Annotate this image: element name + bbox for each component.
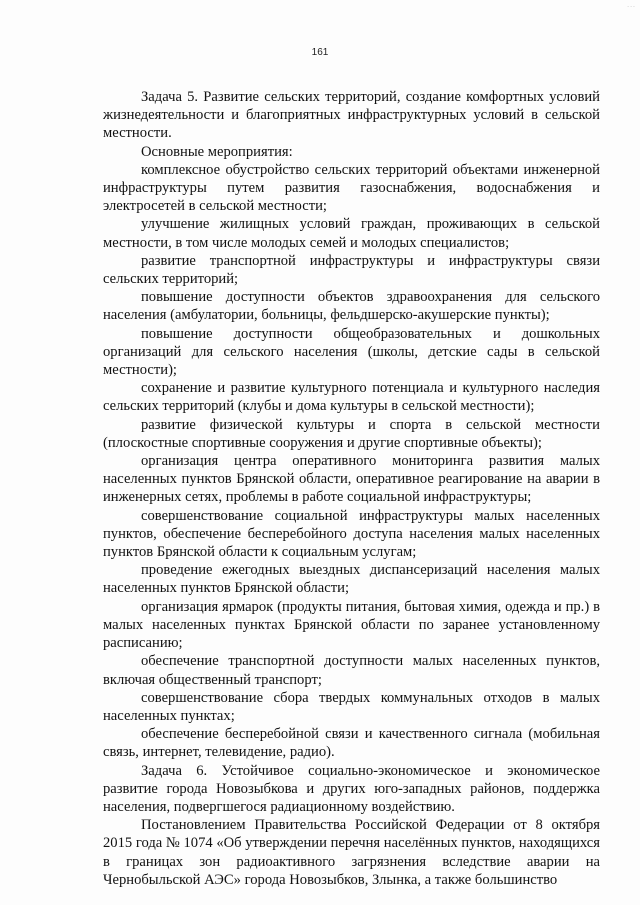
task-5-heading: Задача 5. Развитие сельских территорий, создание комфортных условий жизнедеятельности и благоприятных инфраструктурных условий в сельской местности.: [103, 89, 600, 142]
activity-item: совершенствование сбора твердых коммунальных отходов в малых населенных пунктах;: [103, 689, 600, 724]
activity-item: организация центра оперативного мониторинга развития малых населенных пунктов Брянской области, оперативное реагирование на аварии в инженерных сетях, проблемы в работе социальной инфраструктуры;: [103, 453, 600, 506]
activity-item: развитие транспортной инфраструктуры и инфраструктуры связи сельских территорий;: [103, 252, 600, 288]
activity-item: развитие физической культуры и спорта в сельской местности (плоскостные спортивные сооружения и другие спортивные объекты);: [103, 416, 600, 451]
resolution-paragraph: Постановлением Правительства Российской Федерации от 8 октября 2015 года № 1074 «Об утверждении перечня населённых пунктов, находящихся в границах зон радиоактивного загрязнения вследствие аварии на Чернобыльской АЭС» города Новозыбков, Злынка, а также большинство: [103, 817, 600, 888]
activity-item: совершенствование социальной инфраструктуры малых населенных пунктов, обеспечение бесперебойного доступа населения малых населенных пунктов Брянской области к социальным услугам;: [103, 507, 600, 561]
activity-item: комплексное обустройство сельских территорий объектами инженерной инфраструктуры путем развития газоснабжения, водоснабжения и электросетей в сельской местности;: [103, 161, 600, 215]
activity-item: обеспечение транспортной доступности малых населенных пунктов, включая общественный транспорт;: [103, 653, 600, 688]
page-number: 161: [311, 47, 329, 58]
task-6-heading: Задача 6. Устойчивое социально-экономическое и экономическое развитие города Новозыбкова и других юго-западных районов, поддержка населения, подвергшегося радиационному воздействию.: [103, 762, 600, 815]
activity-item: обеспечение бесперебойной связи и качественного сигнала (мобильная связь, интернет, телевидение, радио).: [103, 726, 600, 761]
activity-item: повышение доступности общеобразовательных и дошкольных организаций для сельского населения (школы, детские сады в сельской местности);: [103, 325, 600, 379]
body-text: [103, 88, 600, 889]
main-activities-label: Основные мероприятия:: [141, 143, 293, 160]
activity-item: повышение доступности объектов здравоохранения для сельского населения (амбулатории, больницы, фельдшерско-акушерские пункты);: [103, 289, 600, 324]
activity-item: улучшение жилищных условий граждан, проживающих в сельской местности, в том числе молодых семей и молодых специалистов;: [103, 216, 600, 251]
activity-item: сохранение и развитие культурного потенциала и культурного наследия сельских территорий (клубы и дома культуры в сельской местности);: [103, 380, 600, 415]
corner-mark: ...: [627, 2, 636, 9]
activity-item: проведение ежегодных выездных диспансеризаций населения малых населенных пунктов Брянской области;: [103, 562, 600, 597]
activity-item: организация ярмарок (продукты питания, бытовая химия, одежда и пр.) в малых населенных пунктах Брянской области по заранее установленному расписанию;: [103, 598, 600, 652]
